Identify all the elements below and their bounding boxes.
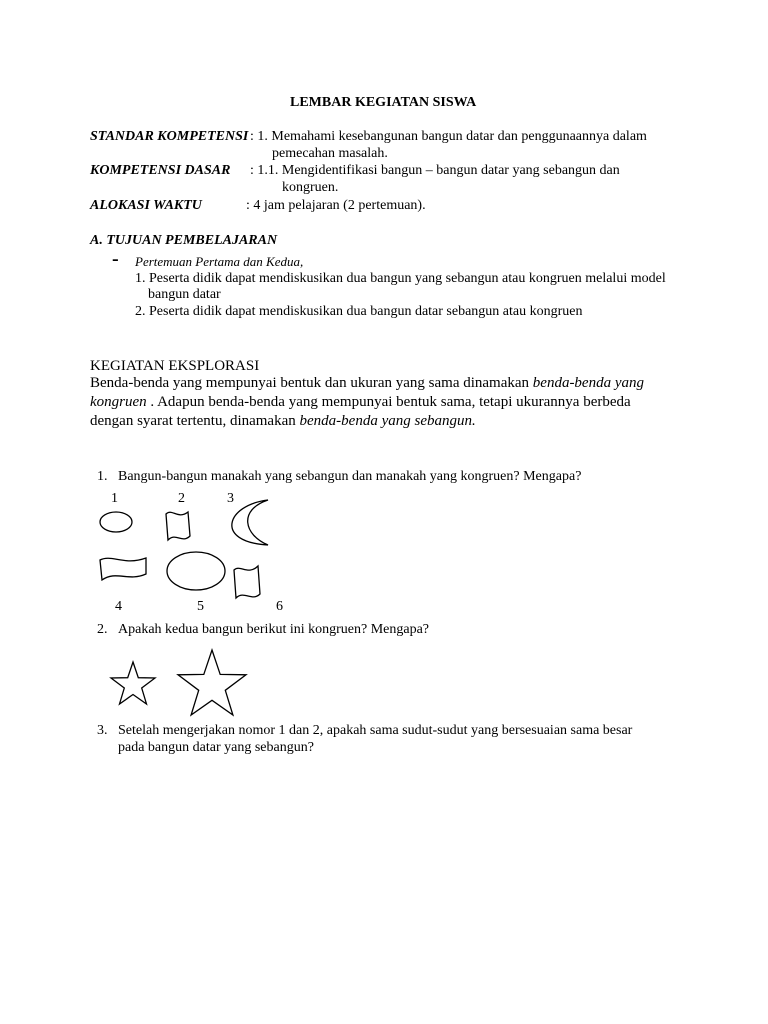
kd-label: KOMPETENSI DASAR (90, 163, 231, 178)
shape-label-3: 3 (227, 491, 234, 506)
shape-6-wavy-banner (234, 566, 260, 598)
small-star (111, 662, 155, 704)
tujuan-subheading: Pertemuan Pertama dan Kedua, (135, 254, 304, 269)
aw-value: : 4 jam pelajaran (2 pertemuan). (246, 198, 426, 213)
sk-value-line2: pemecahan masalah. (272, 146, 388, 161)
eksplorasi-line3-normal: dengan syarat tertentu, dinamakan (90, 413, 300, 429)
q2-text: Apakah kedua bangun berikut ini kongruen? Mengapa? (118, 622, 430, 637)
kd-value-line2: kongruen. (282, 180, 339, 195)
aw-label: ALOKASI WAKTU (90, 198, 202, 213)
q3-line1: Setelah mengerjakan nomor 1 dan 2, apakah sama sudut-sudut yang bersesuaian sama besar (118, 723, 633, 738)
q2-number: 2. (97, 622, 108, 637)
shape-label-1: 1 (111, 491, 118, 506)
tujuan-item2: 2. Peserta didik dapat mendiskusikan dua bangun datar sebangun atau kongruen (135, 304, 583, 319)
eksplorasi-line1-italic: benda-benda yang (532, 375, 644, 391)
q3-number: 3. (97, 723, 108, 738)
sk-label: STANDAR KOMPETENSI (90, 129, 249, 144)
tujuan-bullet: - (112, 248, 119, 270)
eksplorasi-line3-italic: benda-benda yang sebangun. (299, 413, 476, 429)
q1-text: Bangun-bangun manakah yang sebangun dan manakah yang kongruen? Mengapa? (118, 469, 582, 484)
shape-label-2: 2 (178, 491, 185, 506)
shape-label-4: 4 (115, 599, 122, 614)
sk-value-line1: : 1. Memahami kesebangunan bangun datar dan penggunaannya dalam (250, 129, 647, 144)
shape-4-wavy-banner (100, 558, 146, 580)
q1-number: 1. (97, 469, 108, 484)
shape-label-6: 6 (276, 599, 283, 614)
shape-5-ellipse (167, 552, 225, 590)
shape-1-ellipse (100, 512, 132, 532)
q3-line2: pada bangun datar yang sebangun? (118, 740, 314, 755)
tujuan-heading: A. TUJUAN PEMBELAJARAN (90, 233, 278, 248)
kd-value-line1: : 1.1. Mengidentifikasi bangun – bangun datar yang sebangun dan (250, 163, 620, 178)
shape-label-5: 5 (197, 599, 204, 614)
eksplorasi-heading: KEGIATAN EKSPLORASI (90, 358, 260, 374)
eksplorasi-line2-italic: kongruen (90, 394, 147, 410)
shape-3-crescent (232, 500, 268, 545)
eksplorasi-line1-normal: Benda-benda yang mempunyai bentuk dan ukuran yang sama dinamakan (90, 375, 533, 391)
page-title: LEMBAR KEGIATAN SISWA (290, 95, 477, 110)
shape-2-wavy-banner (166, 512, 190, 540)
tujuan-item1-line1: 1. Peserta didik dapat mendiskusikan dua bangun yang sebangun atau kongruen melalui model (135, 271, 666, 286)
tujuan-item1-line2: bangun datar (148, 287, 221, 302)
eksplorasi-line2-normal: . Adapun benda-benda yang mempunyai bentuk sama, tetapi ukurannya berbeda (146, 394, 631, 410)
large-star (178, 650, 246, 715)
